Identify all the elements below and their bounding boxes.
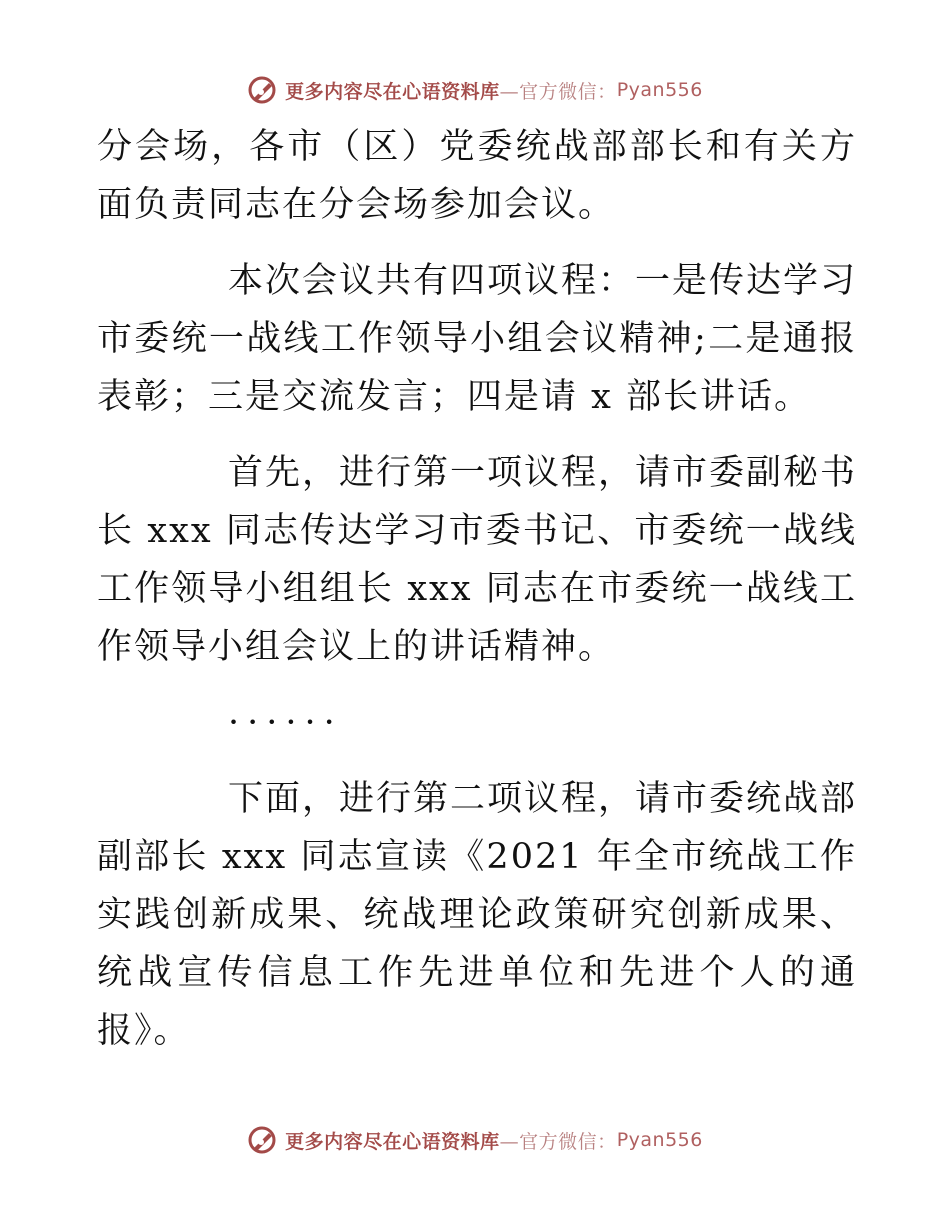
watermark-wechat-id: Pyan556 — [616, 1129, 703, 1151]
header-watermark — [0, 70, 950, 110]
document-body — [97, 118, 857, 1078]
footer-watermark — [0, 1120, 950, 1160]
paragraph: 首先，进行第一项议程，请市委副秘书长 xxx 同志传达学习市委书记、市委统一战线工作领导小组组长 xxx 同志在市委统一战线工作领导小组会议上的讲话精神。 — [97, 453, 858, 667]
logo-icon — [247, 75, 277, 105]
paragraph: 分会场，各市（区）党委统战部部长和有关方面负责同志在分会场参加会议。 — [97, 127, 857, 225]
paragraph: 下面，进行第二项议程，请市委统战部副部长 xxx 同志宣读《2021 年全市统战工作实践创新成果、统战理论政策研究创新成果、统战宣传信息工作先进单位和先进个人的通报》。 — [97, 779, 858, 1051]
logo-icon — [247, 1125, 277, 1155]
watermark-wechat-label: —官方微信： — [499, 80, 617, 103]
watermark-title: 更多内容尽在心语资料库 — [285, 1130, 500, 1153]
watermark-title: 更多内容尽在心语资料库 — [285, 80, 500, 103]
paragraph: 本次会议共有四项议程：一是传达学习市委统一战线工作领导小组会议精神;二是通报表彰；三是交流发言；四是请 x 部长讲话。 — [97, 261, 858, 417]
watermark-wechat-label: —官方微信： — [499, 1130, 617, 1153]
watermark-wechat-id: Pyan556 — [616, 79, 703, 101]
ellipsis-paragraph: ······ — [228, 703, 343, 743]
